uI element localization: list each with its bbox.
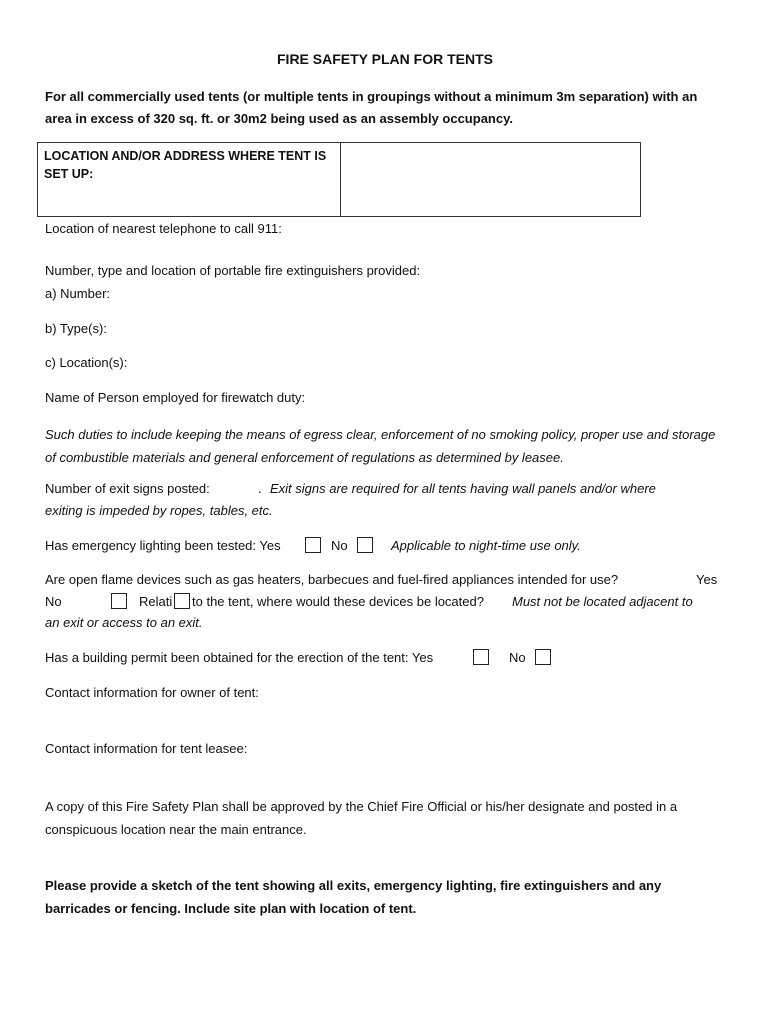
open-flame-location-question: to the tent, where would these devices be located?	[192, 594, 484, 609]
open-flame-question: Are open flame devices such as gas heaters, barbecues and fuel-fired appliances intended for use?	[45, 572, 619, 587]
emergency-lighting-no-label: No	[331, 538, 348, 553]
open-flame-checkbox-b[interactable]	[174, 593, 190, 609]
exit-signs-note-cont: exiting is impeded by ropes, tables, etc.	[45, 503, 273, 518]
open-flame-checkbox-a[interactable]	[111, 593, 127, 609]
exit-signs-label: Number of exit signs posted:	[45, 481, 210, 496]
open-flame-note: Must not be located adjacent to	[512, 594, 693, 609]
telephone-label: Location of nearest telephone to call 911:	[45, 221, 282, 236]
emergency-lighting-label: Has emergency lighting been tested: Yes	[45, 538, 281, 553]
approval-text: A copy of this Fire Safety Plan shall be approved by the Chief Fire Official or his/her designate and posted in a conspicuous location near the main entrance.	[45, 799, 678, 837]
intro-text: For all commercially used tents (or multiple tents in groupings without a minimum 3m separation) with an area in excess of 320 sq. ft. or 30m2 being used as an assembly occupancy.	[45, 89, 698, 126]
exit-signs-note: Exit signs are required for all tents having wall panels and/or where	[270, 481, 656, 496]
table-divider	[340, 143, 341, 216]
location-table	[37, 142, 641, 217]
open-flame-no-label: No	[45, 594, 62, 609]
building-permit-label: Has a building permit been obtained for the erection of the tent: Yes	[45, 650, 434, 665]
sketch-instructions: Please provide a sketch of the tent showing all exits, emergency lighting, fire extinguishers and any barricades or fencing. Include site plan with location of tent.	[45, 878, 662, 916]
owner-contact-label: Contact information for owner of tent:	[45, 685, 259, 700]
firewatch-label: Name of Person employed for firewatch duty:	[45, 390, 306, 405]
extinguisher-number-label: a) Number:	[45, 286, 111, 301]
firewatch-duties: Such duties to include keeping the means of egress clear, enforcement of no smoking policy, proper use and storage of combustible materials and general enforcement of regulations as determined by leasee.	[45, 427, 716, 465]
location-label: LOCATION AND/OR ADDRESS WHERE TENT IS SET UP:	[44, 149, 327, 181]
leasee-contact-label: Contact information for tent leasee:	[45, 741, 248, 756]
exit-signs-period: .	[258, 481, 262, 496]
extinguisher-locations-label: c) Location(s):	[45, 355, 128, 370]
building-permit-yes-checkbox[interactable]	[473, 649, 489, 665]
open-flame-relative-label: Relati	[139, 594, 173, 609]
extinguisher-types-label: b) Type(s):	[45, 321, 107, 336]
building-permit-no-label: No	[509, 650, 526, 665]
page-title: FIRE SAFETY PLAN FOR TENTS	[277, 51, 493, 67]
extinguishers-heading: Number, type and location of portable fire extinguishers provided:	[45, 263, 421, 278]
emergency-lighting-note: Applicable to night-time use only.	[391, 538, 581, 553]
building-permit-no-checkbox[interactable]	[535, 649, 551, 665]
emergency-lighting-no-checkbox[interactable]	[357, 537, 373, 553]
open-flame-yes-label: Yes	[696, 572, 718, 587]
emergency-lighting-yes-checkbox[interactable]	[305, 537, 321, 553]
open-flame-note-cont: an exit or access to an exit.	[45, 615, 203, 630]
